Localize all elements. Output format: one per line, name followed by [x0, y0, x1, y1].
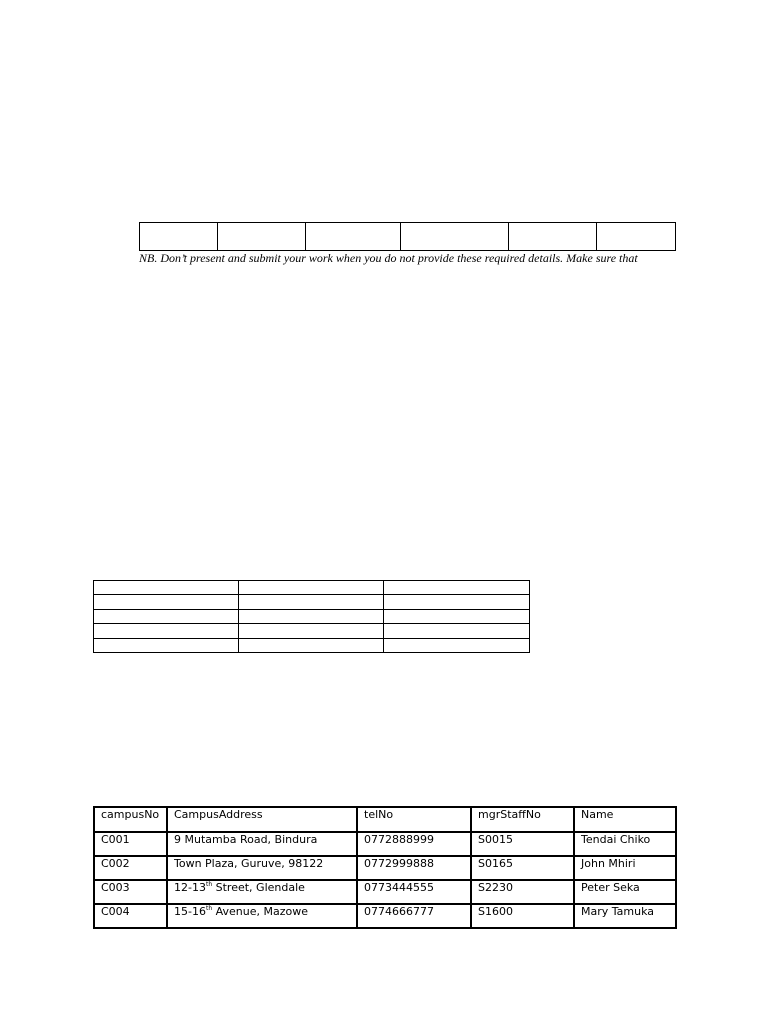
- table-row: [94, 880, 676, 904]
- header-name: Name: [574, 807, 676, 832]
- cell-tel-no: 0774666777: [357, 904, 471, 928]
- table-row: [94, 581, 530, 595]
- address-part: 15-16: [174, 905, 206, 918]
- cell-campusno: C003: [94, 880, 167, 904]
- cell-tel-no: 0773444555: [357, 880, 471, 904]
- header-tel-no: telNo: [357, 807, 471, 832]
- table-header-row: [94, 807, 676, 832]
- grid-cell: [94, 624, 239, 638]
- cell-mgr-staff-no: S2230: [471, 880, 574, 904]
- table-row: [94, 609, 530, 623]
- details-cell: [509, 223, 597, 251]
- table-row: [94, 595, 530, 609]
- grid-cell: [384, 595, 530, 609]
- grid-cell: [384, 609, 530, 623]
- cell-mgr-staff-no: S1600: [471, 904, 574, 928]
- cell-campus-address: 9 Mutamba Road, Bindura: [167, 832, 357, 856]
- grid-cell: [384, 624, 530, 638]
- table-row: [94, 832, 676, 856]
- grid-cell: [239, 638, 384, 652]
- cell-mgr-staff-no: S0165: [471, 856, 574, 880]
- cell-name: Tendai Chiko: [574, 832, 676, 856]
- campus-table: [93, 806, 677, 929]
- table-row: [94, 904, 676, 928]
- table-row: [94, 624, 530, 638]
- ordinal-suffix: th: [205, 881, 213, 888]
- empty-grid-table: [93, 580, 530, 653]
- cell-mgr-staff-no: S0015: [471, 832, 574, 856]
- details-cell: [140, 223, 218, 251]
- table-row: [94, 638, 530, 652]
- cell-campusno: C004: [94, 904, 167, 928]
- cell-tel-no: 0772999888: [357, 856, 471, 880]
- details-cell: [401, 223, 509, 251]
- cell-name: Mary Tamuka: [574, 904, 676, 928]
- grid-cell: [239, 581, 384, 595]
- student-details-table: [139, 222, 676, 251]
- grid-cell: [94, 609, 239, 623]
- cell-campus-address: [167, 880, 357, 904]
- address-part: Avenue, Mazowe: [212, 905, 308, 918]
- address-part: Street, Glendale: [212, 881, 305, 894]
- cell-tel-no: 0772888999: [357, 832, 471, 856]
- grid-cell: [94, 638, 239, 652]
- table-row: [94, 856, 676, 880]
- cell-name: John Mhiri: [574, 856, 676, 880]
- cell-name: Peter Seka: [574, 880, 676, 904]
- details-cell: [218, 223, 306, 251]
- details-cell: [597, 223, 676, 251]
- grid-cell: [94, 581, 239, 595]
- cell-campusno: C001: [94, 832, 167, 856]
- header-campusno: campusNo: [94, 807, 167, 832]
- table-row: [140, 223, 676, 251]
- cell-campus-address: [167, 904, 357, 928]
- grid-cell: [239, 595, 384, 609]
- cell-campusno: C002: [94, 856, 167, 880]
- cell-campus-address: Town Plaza, Guruve, 98122: [167, 856, 357, 880]
- details-cell: [306, 223, 401, 251]
- ordinal-suffix: th: [205, 905, 213, 912]
- grid-cell: [94, 595, 239, 609]
- grid-cell: [384, 581, 530, 595]
- header-mgr-staff-no: mgrStaffNo: [471, 807, 574, 832]
- nb-note: NB. Don’t present and submit your work when you do not provide these required details. Make sure that: [139, 251, 638, 265]
- grid-cell: [384, 638, 530, 652]
- grid-cell: [239, 609, 384, 623]
- grid-cell: [239, 624, 384, 638]
- address-part: 12-13: [174, 881, 206, 894]
- header-campus-address: CampusAddress: [167, 807, 357, 832]
